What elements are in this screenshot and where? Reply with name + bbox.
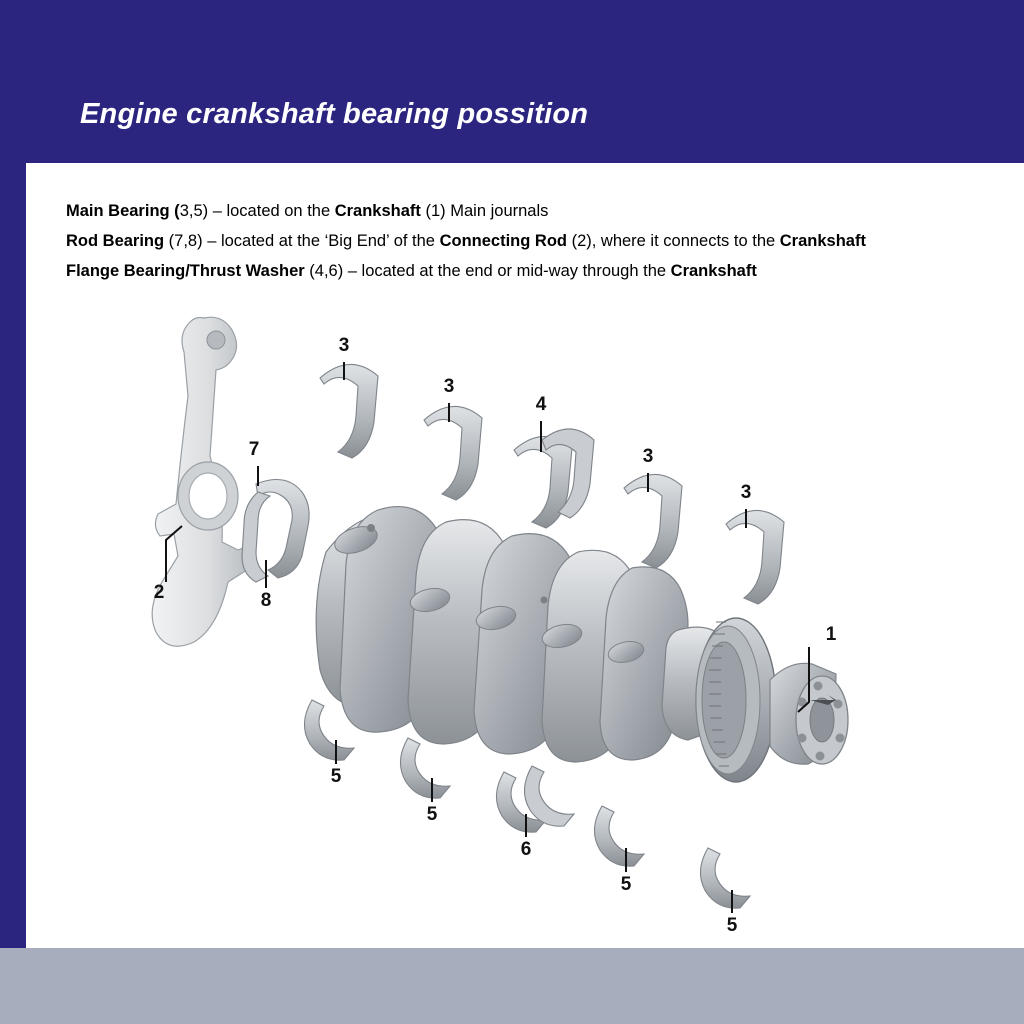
callout-5c: 5 bbox=[620, 874, 632, 895]
part-flywheel-ring-gear bbox=[696, 618, 776, 782]
callout-6: 6 bbox=[520, 839, 532, 860]
callout-4: 4 bbox=[535, 394, 547, 415]
page-title: Engine crankshaft bearing possition bbox=[80, 98, 589, 130]
callout-5d: 5 bbox=[726, 915, 738, 936]
header-bar bbox=[0, 0, 1024, 163]
description-line-3: Flange Bearing/Thrust Washer (4,6) – located at the end or mid-way through the Crankshaft bbox=[66, 262, 757, 280]
callout-5a: 5 bbox=[330, 766, 342, 787]
callout-3a: 3 bbox=[338, 335, 350, 356]
description-line-1: Main Bearing (3,5) – located on the Crankshaft (1) Main journals bbox=[66, 202, 549, 220]
part-thrust-washer-lower bbox=[496, 766, 574, 832]
callout-3b: 3 bbox=[443, 376, 455, 397]
callout-8: 8 bbox=[260, 590, 272, 611]
footer-band bbox=[0, 948, 1024, 1024]
callout-7: 7 bbox=[248, 439, 260, 460]
crankshaft-exploded-diagram bbox=[26, 300, 1024, 950]
callout-3c: 3 bbox=[642, 446, 654, 467]
part-rod-bearing-shells bbox=[242, 480, 309, 583]
part-thrust-washer-upper bbox=[514, 429, 594, 528]
callout-5b: 5 bbox=[426, 804, 438, 825]
description-line-2: Rod Bearing (7,8) – located at the ‘Big End’ of the Connecting Rod (2), where it connects to the Crankshaft bbox=[66, 232, 866, 250]
callout-1: 1 bbox=[825, 624, 837, 645]
callout-3d: 3 bbox=[740, 482, 752, 503]
description-text bbox=[66, 196, 996, 286]
callout-2: 2 bbox=[153, 582, 165, 603]
part-connecting-rod bbox=[152, 317, 254, 646]
